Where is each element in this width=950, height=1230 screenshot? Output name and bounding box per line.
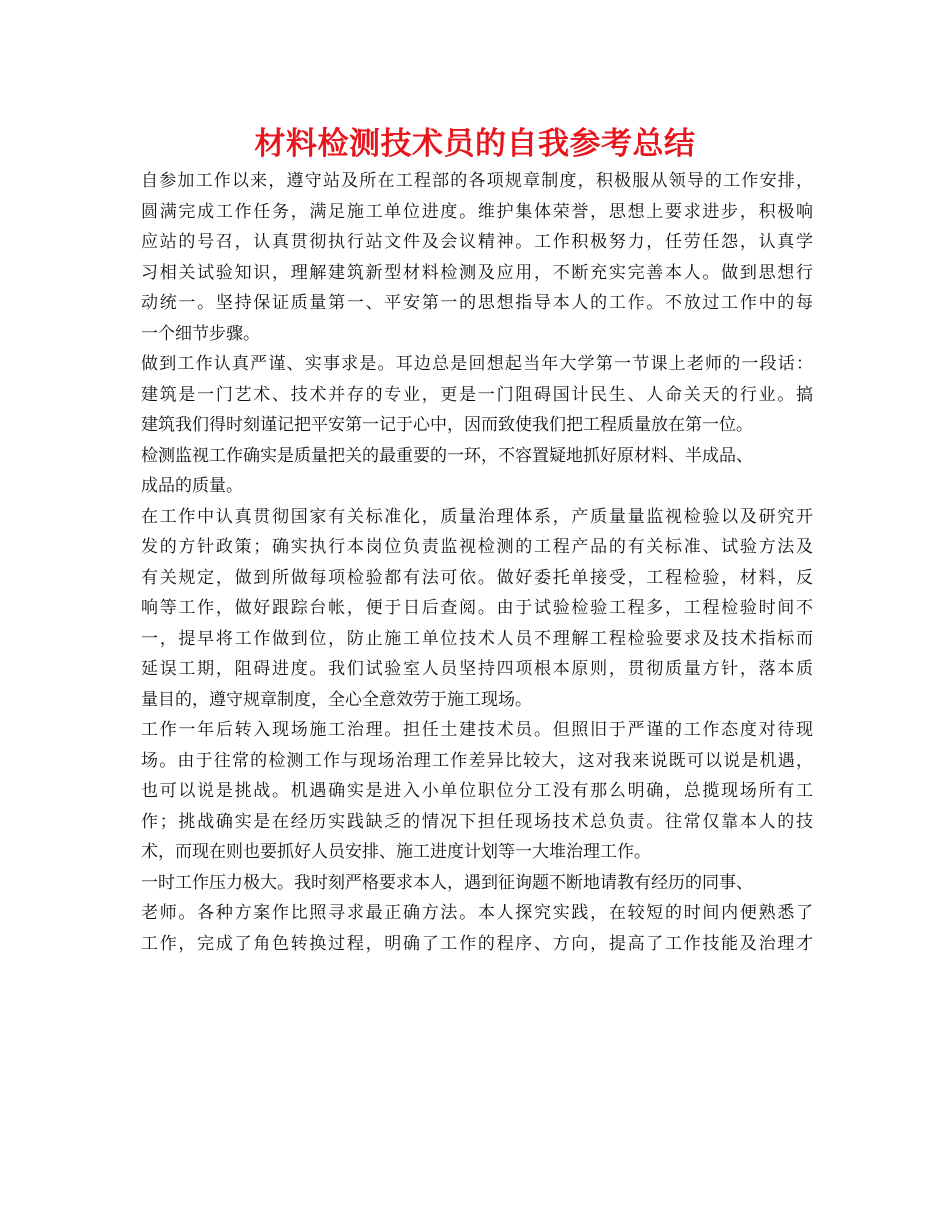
- text-line: 也可以说是挑战。机遇确实是进入小单位职位分工没有那么明确，总揽现场所有工: [141, 781, 813, 801]
- text-line: 做到工作认真严谨、实事求是。耳边总是回想起当年大学第一节课上老师的一段话：: [141, 354, 813, 374]
- text-line: 建筑是一门艺术、技术并存的专业，更是一门阻碍国计民生、人命关天的行业。搞: [141, 384, 813, 405]
- text-line: 工作一年后转入现场施工治理。担任土建技术员。但照旧于严谨的工作态度对待现: [141, 720, 813, 740]
- text-line: 响等工作，做好跟踪台帐，便于日后查阅。由于试验检验工程多，工程检验时间不: [141, 598, 813, 618]
- text-line: 圆满完成工作任务，满足施工单位进度。维护集体荣誉，思想上要求进步，积极响: [141, 201, 813, 222]
- document-title: 材料检测技术员的自我参考总结: [254, 126, 696, 162]
- text-line: 习相关试验知识，理解建筑新型材料检测及应用，不断充实完善本人。做到思想行: [141, 262, 813, 283]
- text-line: 建筑我们得时刻谨记把平安第一记于心中，因而致使我们把工程质量放在第一位。: [141, 415, 753, 435]
- text-line: 量目的，遵守规章制度，全心全意效劳于施工现场。: [141, 689, 532, 710]
- text-line: 工作，完成了角色转换过程，明确了工作的程序、方向，提高了工作技能及治理才: [141, 933, 813, 954]
- document-body: [141, 166, 813, 959]
- text-line: 自参加工作以来，遵守站及所在工程部的各项规章制度，积极服从领导的工作安排，: [141, 171, 813, 191]
- text-line: 检测监视工作确实是质量把关的最重要的一环，不容置疑地抓好原材料、半成品、: [141, 445, 753, 466]
- text-line: 一，提早将工作做到位，防止施工单位技术人员不理解工程检验要求及技术指标而: [141, 628, 813, 649]
- text-line: 作；挑战确实是在经历实践缺乏的情况下担任现场技术总负责。往常仅靠本人的技: [141, 811, 813, 832]
- text-line: 动统一。坚持保证质量第一、平安第一的思想指导本人的工作。不放过工作中的每: [141, 293, 813, 313]
- text-line: 术，而现在则也要抓好人员安排、施工进度计划等一大堆治理工作。: [141, 842, 651, 862]
- text-line: 老师。各种方案作比照寻求最正确方法。本人探究实践，在较短的时间内便熟悉了: [141, 903, 813, 923]
- text-line: 发的方针政策；确实执行本岗位负责监视检测的工程产品的有关标准、试验方法及: [141, 537, 813, 557]
- text-line: 有关规定，做到所做每项检验都有法可依。做好委托单接受，工程检验，材料，反: [141, 567, 813, 588]
- text-line: 一时工作压力极大。我时刻严格要求本人，遇到征询题不断地请教有经历的同事、: [141, 872, 753, 893]
- text-line: 成品的质量。: [141, 476, 243, 496]
- text-line: 延误工期，阻碍进度。我们试验室人员坚持四项根本原则，贯彻质量方针，落本质: [141, 659, 813, 679]
- text-line: 在工作中认真贯彻国家有关标准化，质量治理体系，产质量量监视检验以及研究开: [141, 506, 813, 527]
- text-line: 一个细节步骤。: [141, 323, 260, 344]
- text-line: 场。由于往常的检测工作与现场治理工作差异比较大，这对我来说既可以说是机遇，: [141, 750, 813, 771]
- text-line: 应站的号召，认真贯彻执行站文件及会议精神。工作积极努力，任劳任怨，认真学: [141, 232, 813, 252]
